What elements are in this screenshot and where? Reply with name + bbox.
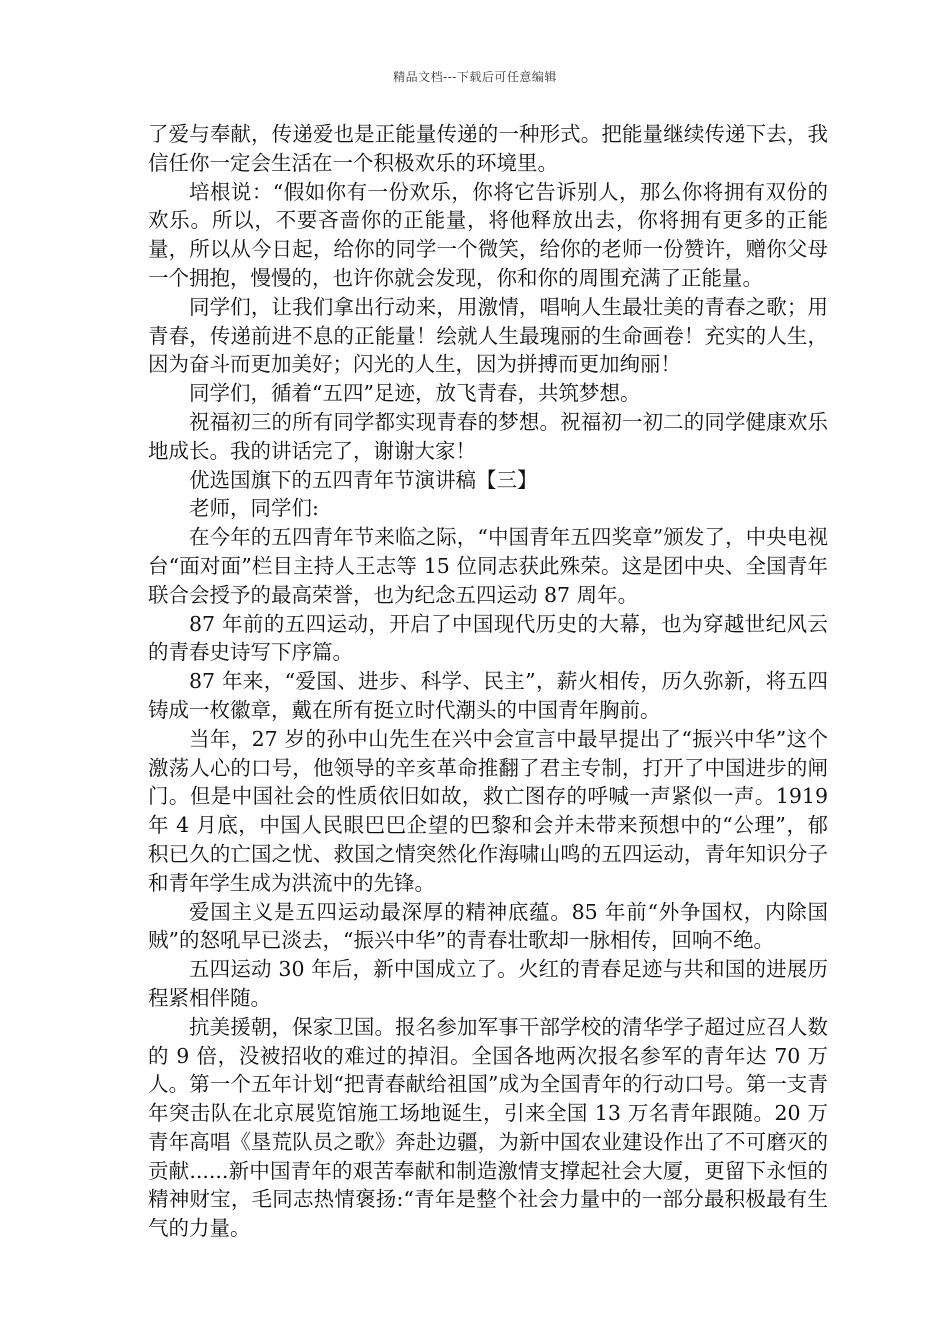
paragraph: 抗美援朝，保家卫国。报名参加军事干部学校的清华学子超过应召人数的 9 倍，没被招收的难过的掉泪。全国各地两次报名参军的青年达 70 万人。第一个五年计划“把青春献给祖国”成为全国青年的行动口号。第一支青年突击队在北京展览馆施工场地诞生，引来全国 13 万名青年跟随。20 万青年高唱《垦荒队员之歌》奔赴边疆，为新中国农业建设作出了不可磨灭的贡献......新中国青年的艰苦奉献和制造激情支撑起社会大厦，更留下永恒的精神财宝，毛同志热情褒扬:“青年是整个社会力量中的一部分最积极最有生气的力量。	[148, 1014, 828, 1241]
section-title: 优选国旗下的五四青年节演讲稿【三】	[189, 467, 538, 492]
paragraph: 当年，27 岁的孙中山先生在兴中会宣言中最早提出了“振兴中华”这个激荡人心的口号，他领导的辛亥革命推翻了君主专制，打开了中国进步的闸门。但是中国社会的性质依旧如故，救亡图存的呼喊一声紧似一声。1919 年 4 月底，中国人民眼巴巴企望的巴黎和会并未带来预想中的“公理”，郁积已久的亡国之忧、救国之情突然化作海啸山鸣的五四运动，青年知识分子和青年学生成为洪流中的先锋。	[148, 726, 828, 895]
paragraph: 在今年的五四青年节来临之际，“中国青年五四奖章”颁发了，中央电视台“面对面”栏目主持人王志等 15 位同志获此殊荣。这是团中央、全国青年联合会授予的最高荣誉，也为纪念五四运动 87 周年。	[148, 525, 828, 607]
paragraph: 爱国主义是五四运动最深厚的精神底蕴。85 年前“外争国权，内除国贼”的怒吼早已淡去，“振兴中华”的青春壮歌却一脉相传，回响不绝。	[148, 899, 828, 953]
paragraph: 87 年前的五四运动，开启了中国现代历史的大幕，也为穿越世纪风云的青春史诗写下序篇。	[148, 611, 828, 665]
salutation: 老师，同学们:	[189, 496, 319, 521]
paragraph: 了爱与奉献，传递爱也是正能量传递的一种形式。把能量继续传递下去，我信任你一定会生活在一个积极欢乐的环境里。	[148, 122, 828, 175]
paragraph: 五四运动 30 年后，新中国成立了。火红的青春足迹与共和国的进展历程紧相伴随。	[148, 957, 828, 1010]
paragraph: 同学们，循着“五四”足迹，放飞青春，共筑梦想。	[189, 381, 641, 406]
page-header: 精品文档---下载后可任意编辑	[393, 70, 557, 84]
paragraph: 同学们，让我们拿出行动来，用激情，唱响人生最壮美的青春之歌；用青春，传递前进不息的正能量！绘就人生最瑰丽的生命画卷！充实的人生，因为奋斗而更加美好；闪光的人生，因为拼搏而更加绚丽！	[148, 294, 828, 377]
paragraph: 培根说：“假如你有一份欢乐，你将它告诉别人，那么你将拥有双份的欢乐。所以，不要吝啬你的正能量，将他释放出去，你将拥有更多的正能量，所以从今日起，给你的同学一个微笑，给你的老师一份赞许，赠你父母一个拥抱，慢慢的，也许你就会发现，你和你的周围充满了正能量。	[148, 179, 828, 290]
paragraph: 87 年来，“爱国、进步、科学、民主”，薪火相传，历久弥新，将五四铸成一枚徽章，戴在所有挺立时代潮头的中国青年胸前。	[148, 669, 828, 722]
paragraph: 祝福初三的所有同学都实现青春的梦想。祝福初一初二的同学健康欢乐地成长。我的讲话完了，谢谢大家！	[148, 409, 828, 463]
document-body	[148, 120, 828, 1243]
